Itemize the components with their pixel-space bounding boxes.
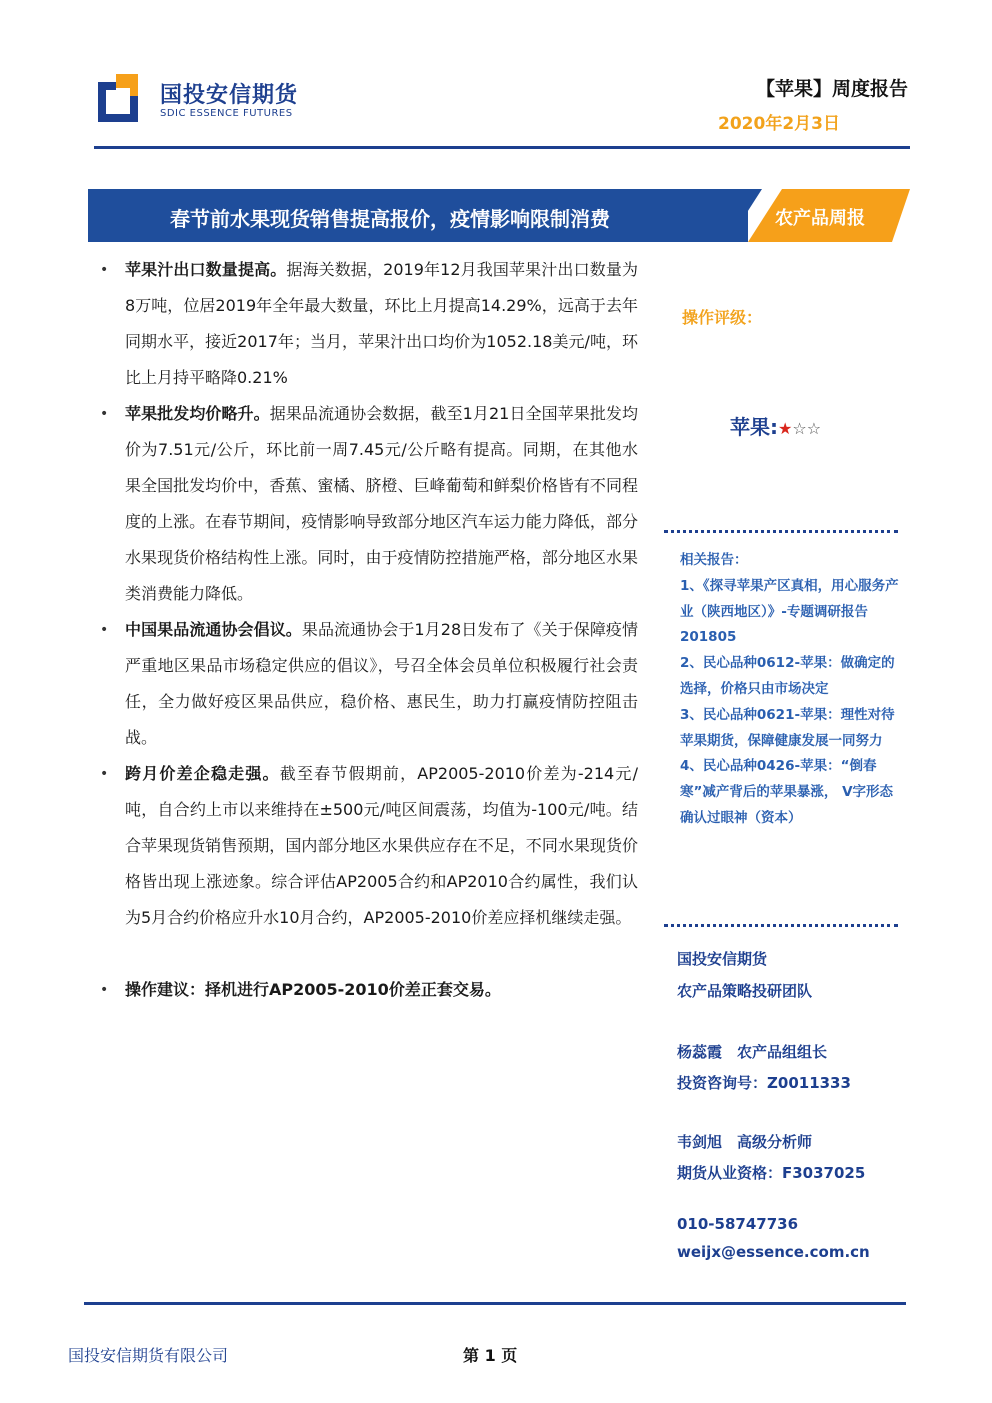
report-title: 【苹果】周度报告 <box>755 78 908 100</box>
related-report-link[interactable]: 3、民心品种0621-苹果：理性对待苹果期货，保障健康发展一同努力 <box>680 706 895 749</box>
bullet-text: 据果品流通协会数据，截至1月21日全国苹果批发均价为7.51元/公斤，环比前一周7.45元/公斤略有提高。同期，在其他水果全国批发均价中，香蕉、蜜橘、脐橙、巨峰葡萄和鲜梨价格皆有不同程度的上涨。在春节期间，疫情影响导致部分地区汽车运力能力降低，部分水果现货价格结构性上涨。同时，由于疫情防控措施严格，部分地区水果类消费能力降低。 <box>125 404 638 603</box>
headline-title: 春节前水果现货销售提高报价，疫情影响限制消费 <box>170 207 610 231</box>
logo-name-cn: 国投安信期货 <box>160 83 299 108</box>
team-company: 国投安信期货 <box>677 950 768 968</box>
related-reports <box>680 548 902 832</box>
bullet-item <box>98 756 638 936</box>
bullet-text: 果品流通协会于1月28日发布了《关于保障疫情严重地区果品市场稳定供应的倡议》，号召全体会员单位积极履行社会责任，全力做好疫区果品供应，稳价格、惠民生，助力打赢疫情防控阻击战。 <box>125 620 638 747</box>
bullet-heading: 操作建议：择机进行AP2005-2010价差正套交易。 <box>125 980 501 999</box>
rating-product: 苹果: <box>730 415 778 439</box>
contact-phone: 010-58747736 <box>677 1215 799 1233</box>
team-name: 农产品策略投研团队 <box>677 982 813 1000</box>
star-empty-icon: ☆☆ <box>792 419 822 438</box>
analyst-1-license: 投资咨询号：Z0011333 <box>677 1074 851 1092</box>
team-contact <box>677 948 907 1261</box>
report-date: 2020年2月3日 <box>718 114 840 134</box>
logo-name-en: SDIC ESSENCE FUTURES <box>160 108 293 119</box>
related-report-link[interactable]: 1、《探寻苹果产区真相，用心服务产业（陕西地区）》-专题调研报告 201805 <box>680 577 899 646</box>
bullet-text: 据海关数据，2019年12月我国苹果汁出口数量为8万吨，位居2019年全年最大数量，环比上月提高14.29%，远高于去年同期水平，接近2017年；当月，苹果汁出口均价为1052.18美元/吨，环比上月持平略降0.21% <box>125 260 638 387</box>
page-number: 第 1 页 <box>463 1346 518 1365</box>
analyst-2-license: 期货从业资格：F3037025 <box>677 1164 866 1182</box>
analyst-2-name: 韦剑旭 高级分析师 <box>677 1133 813 1151</box>
footer-divider <box>84 1302 906 1305</box>
company-logo <box>98 72 308 128</box>
bullet-item-recommendation <box>98 972 638 1008</box>
category-tag: 农产品周报 <box>775 208 865 229</box>
analyst-1-name: 杨蕊霞 农产品组组长 <box>677 1043 828 1061</box>
headline-banner <box>88 189 910 242</box>
logo-mark-icon <box>98 74 150 124</box>
sidebar-divider <box>664 924 898 927</box>
footer-company: 国投安信期货有限公司 <box>68 1346 229 1365</box>
bullet-item <box>98 252 638 396</box>
rating-row <box>730 411 821 440</box>
star-filled-icon: ★ <box>778 419 793 438</box>
bullet-heading: 跨月价差企稳走强。 <box>125 764 280 783</box>
summary-bullets <box>98 252 638 1008</box>
bullet-item <box>98 396 638 612</box>
bullet-text: 截至春节假期前，AP2005-2010价差为-214元/吨，自合约上市以来维持在±500元/吨区间震荡，均值为-100元/吨。结合苹果现货销售预期，国内部分地区水果供应存在不足，不同水果现货价格皆出现上涨迹象。综合评估AP2005合约和AP2010合约属性，我们认为5月合约价格应升水10月合约，AP2005-2010价差应择机继续走强。 <box>125 764 638 927</box>
bullet-item <box>98 612 638 756</box>
bullet-heading: 苹果汁出口数量提高。 <box>125 260 287 279</box>
related-report-link[interactable]: 4、民心品种0426-苹果：“倒春寒”减产背后的苹果暴涨， V字形态确认过眼神（资本） <box>680 758 894 826</box>
related-title: 相关报告： <box>680 552 748 568</box>
header-divider <box>94 146 910 149</box>
bullet-heading: 中国果品流通协会倡议。 <box>125 620 302 639</box>
contact-email[interactable]: weijx@essence.com.cn <box>677 1243 870 1261</box>
sidebar-divider <box>664 530 898 533</box>
bullet-heading: 苹果批发均价略升。 <box>125 404 270 423</box>
rating-heading: 操作评级： <box>682 308 763 327</box>
related-report-link[interactable]: 2、民心品种0612-苹果：做确定的选择，价格只由市场决定 <box>680 655 895 697</box>
